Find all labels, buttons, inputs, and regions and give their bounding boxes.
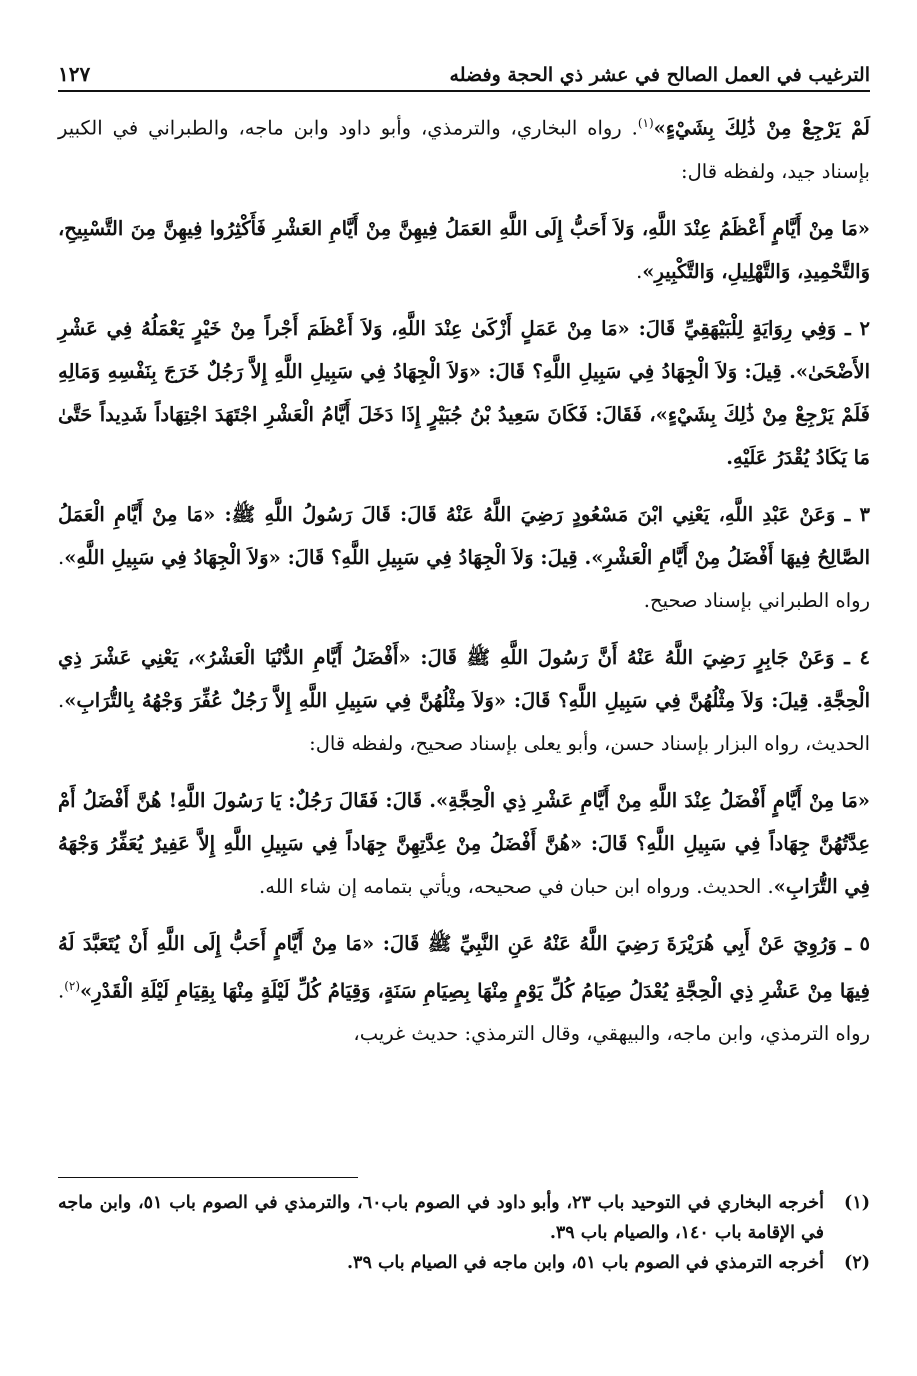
footnote-ref-1: (١) bbox=[637, 116, 654, 130]
footnote-text: أخرجه البخاري في التوحيد باب ٢٣، وأبو داود في الصوم باب٦٠، والترمذي في الصوم باب ٥١، وابن ماجه في الإقامة باب ١٤٠، والصيام باب ٣٩. bbox=[58, 1193, 824, 1243]
running-header bbox=[58, 54, 870, 92]
paragraph-5 bbox=[58, 636, 870, 765]
hadith-quote: ٢ ـ وَفِي رِوَايَةٍ لِلْبَيْهَقِيِّ قَالَ: «مَا مِنْ عَمَلٍ أَزْكَىٰ عِنْدَ اللَّهِ، وَلاَ أَعْظَمَ أَجْراً مِنْ خَيْرٍ يَعْمَلُهُ فِي عَشْرِ الأَضْحَىٰ». قِيلَ: وَلاَ الْجِهَادُ فِي سَبِيلِ اللَّهِ؟ قَالَ: «وَلاَ الْجِهَادُ فِي سَبِيلِ اللَّهِ إِلاَّ رَجُلٌ خَرَجَ بِنَفْسِهِ وَمَالِهِ فَلَمْ يَرْجِعْ مِنْ ذَٰلِكَ بِشَيْءٍ»، فَقَالَ: فَكَانَ سَعِيدُ بْنُ جُبَيْرٍ إِذَا دَخَلَ أَيَّامُ الْعَشْرِ اجْتَهَدَ اجْتِهَاداً شَدِيداً حَتَّىٰ مَا يَكَادُ يُقْدَرُ عَلَيْهِ. bbox=[58, 316, 870, 469]
footnote-text: أخرجه الترمذي في الصوم باب ٥١، وابن ماجه في الصيام باب ٣٩. bbox=[346, 1253, 824, 1273]
paragraph-1 bbox=[58, 102, 870, 193]
hadith-quote: «مَا مِنْ أَيَّامٍ أَعْظَمُ عِنْدَ اللَّهِ، وَلاَ أَحَبُّ إِلَى اللَّهِ العَمَلُ فِيهِنَّ مِنْ أَيَّامِ العَشْرِ فَأَكْثِرُوا فِيهِنَّ مِنَ التَّسْبِيحِ، وَالتَّحْمِيدِ، وَالتَّهْلِيلِ، وَالتَّكْبِيرِ» bbox=[58, 216, 870, 283]
hadith-quote: ٣ ـ وَعَنْ عَبْدِ اللَّهِ، يَعْنِي ابْنَ مَسْعُودٍ رَضِيَ اللَّهُ عَنْهُ قَالَ: قَالَ رَسُولُ اللَّهِ ﷺ: «مَا مِنْ أَيَّامِ الْعَمَلُ الصَّالِحُ فِيهَا أَفْضَلُ مِنْ أَيَّامِ الْعَشْرِ». قِيلَ: وَلاَ الْجِهَادُ فِي سَبِيلِ اللَّهِ؟ قَالَ: «وَلاَ الْجِهَادُ فِي سَبِيلِ اللَّهِ» bbox=[58, 502, 870, 569]
narration-note: . رواه البخاري، والترمذي، وأبو داود وابن ماجه، والطبراني في الكبير بإسناد جيد، ولفظه قال: bbox=[58, 116, 870, 183]
paragraph-4 bbox=[58, 493, 870, 622]
page-body bbox=[58, 54, 870, 1069]
footnote-number: (٢) bbox=[844, 1253, 870, 1273]
paragraph-3 bbox=[58, 307, 870, 479]
paragraph-6 bbox=[58, 779, 870, 908]
narration-note: . bbox=[636, 259, 643, 283]
narration-note: . رواه الترمذي، وابن ماجه، والبيهقي، وقال الترمذي: حديث غريب، bbox=[58, 979, 870, 1045]
footnotes bbox=[58, 1188, 870, 1278]
narration-note: . الحديث. ورواه ابن حبان في صحيحه، ويأتي بتمامه إن شاء الله. bbox=[259, 874, 774, 898]
footnote-ref-2: (٢) bbox=[64, 978, 81, 993]
footnote-1 bbox=[58, 1188, 870, 1248]
paragraph-2 bbox=[58, 207, 870, 293]
hadith-quote: ٥ ـ وَرُوِيَ عَنْ أَبِي هُرَيْرَةَ رَضِيَ اللَّهُ عَنْهُ عَنِ النَّبِيِّ ﷺ قَالَ: «مَا مِنْ أَيَّامٍ أَحَبُّ إِلَى اللَّهِ أَنْ يُتَعَبَّدَ لَهُ فِيهَا مِنْ عَشْرِ ذِي الْحِجَّةِ يُعْدَلُ صِيَامُ كُلِّ يَوْمٍ مِنْهَا بِصِيَامِ سَنَةٍ، وَقِيَامُ كُلِّ لَيْلَةٍ مِنْهَا بِقِيَامِ لَيْلَةِ الْقَدْرِ» bbox=[58, 931, 870, 1002]
running-title: الترغيب في العمل الصالح في عشر ذي الحجة وفضله bbox=[449, 64, 870, 86]
hadith-quote: «مَا مِنْ أَيَّامٍ أَفْضَلُ عِنْدَ اللَّهِ مِنْ أَيَّامِ عَشْرِ ذِي الْحِجَّةِ». قَالَ: فَقَالَ رَجُلٌ: يَا رَسُولَ اللَّهِ! هُنَّ أَفْضَلُ أَمْ عِدَّتُهُنَّ جِهَاداً فِي سَبِيلِ اللَّهِ؟ قَالَ: «هُنَّ أَفْضَلُ مِنْ عِدَّتِهِنَّ جِهَاداً فِي سَبِيلِ اللَّهِ إِلاَّ عَفِيرٌ يُعَفِّرُ وَجْهَهُ فِي التُّرَابِ» bbox=[58, 788, 870, 898]
hadith-quote: ٤ ـ وَعَنْ جَابِرٍ رَضِيَ اللَّهُ عَنْهُ أَنَّ رَسُولَ اللَّهِ ﷺ قَالَ: «أَفْضَلُ أَيَّامِ الدُّنْيَا الْعَشْرُ»، يَعْنِي عَشْرَ ذِي الْحِجَّةِ. قِيلَ: وَلاَ مِثْلُهُنَّ فِي سَبِيلِ اللَّهِ؟ قَالَ: «وَلاَ مِثْلُهُنَّ فِي سَبِيلِ اللَّهِ إِلاَّ رَجُلٌ عُفِّرَ وَجْهُهُ بِالتُّرَابِ» bbox=[58, 645, 870, 712]
page-number: ١٢٧ bbox=[58, 62, 91, 86]
footnote-2 bbox=[58, 1248, 870, 1278]
footnote-separator bbox=[58, 1177, 358, 1178]
paragraph-7 bbox=[58, 922, 870, 1056]
main-text bbox=[58, 102, 870, 1055]
narration-note: . رواه الطبراني بإسناد صحيح. bbox=[58, 545, 870, 612]
footnote-number: (١) bbox=[844, 1193, 870, 1213]
narration-note: . الحديث، رواه البزار بإسناد حسن، وأبو يعلى بإسناد صحيح، ولفظه قال: bbox=[58, 688, 870, 755]
hadith-quote: لَمْ يَرْجِعْ مِنْ ذَٰلِكَ بِشَيْءٍ» bbox=[653, 116, 870, 140]
